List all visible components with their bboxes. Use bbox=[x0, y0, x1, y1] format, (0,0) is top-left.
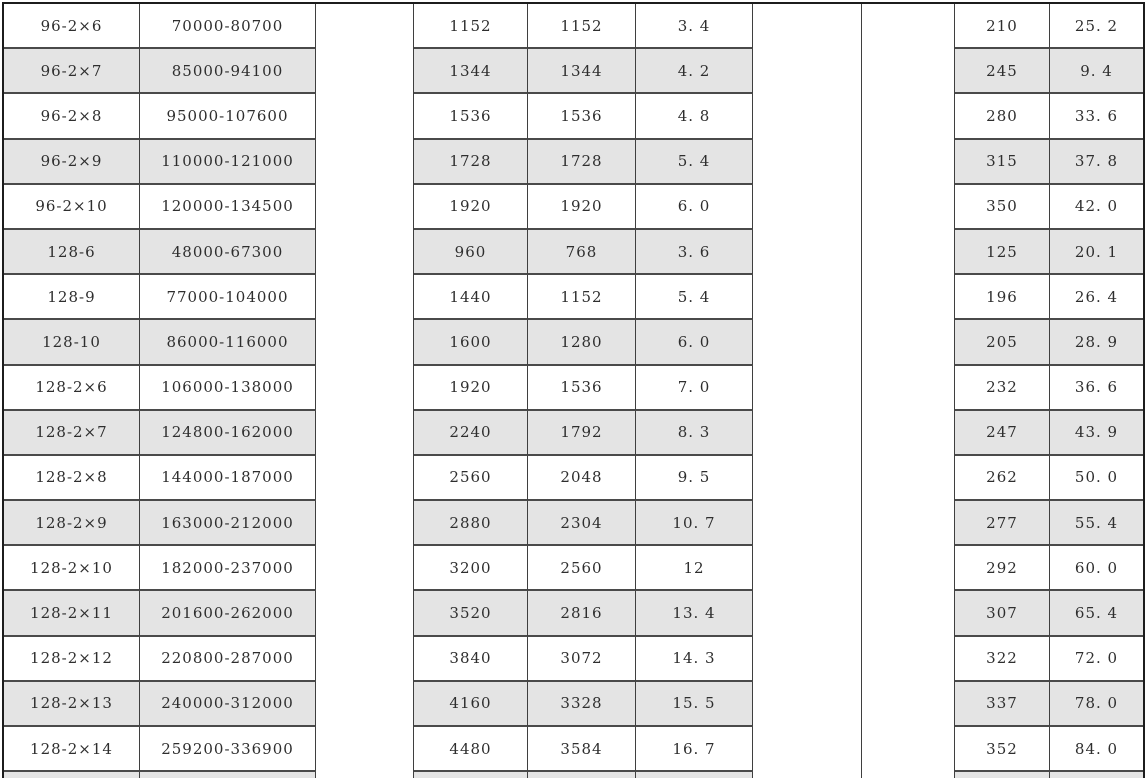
cell-value-b: 2560 bbox=[528, 546, 636, 591]
cell-empty bbox=[1050, 772, 1143, 778]
table-row bbox=[4, 230, 1143, 275]
cell-value-e: 78. 0 bbox=[1050, 682, 1143, 727]
cell-value-b: 1728 bbox=[528, 140, 636, 185]
cell-value-b: 3584 bbox=[528, 727, 636, 772]
cell-value-b: 1344 bbox=[528, 49, 636, 94]
cell-value-d: 307 bbox=[955, 591, 1050, 636]
cell-value-c: 6. 0 bbox=[636, 320, 753, 365]
cell-value-e: 84. 0 bbox=[1050, 727, 1143, 772]
cell-model: 96-2×9 bbox=[4, 140, 140, 185]
cell-empty bbox=[414, 772, 528, 778]
cell-model: 128-2×8 bbox=[4, 456, 140, 501]
cell-value-a: 1344 bbox=[414, 49, 528, 94]
cell-value-c: 9. 5 bbox=[636, 456, 753, 501]
cell-range: 86000-116000 bbox=[140, 320, 316, 365]
cell-value-c: 3. 6 bbox=[636, 230, 753, 275]
table-row bbox=[4, 94, 1143, 139]
spacer-column-1 bbox=[316, 4, 414, 778]
cell-value-c: 5. 4 bbox=[636, 140, 753, 185]
cell-model: 128-2×7 bbox=[4, 411, 140, 456]
cell-value-d: 350 bbox=[955, 185, 1050, 230]
cell-empty bbox=[636, 772, 753, 778]
table-row bbox=[4, 411, 1143, 456]
table-row bbox=[4, 320, 1143, 365]
cell-value-c: 12 bbox=[636, 546, 753, 591]
cell-range: 144000-187000 bbox=[140, 456, 316, 501]
cell-value-b: 768 bbox=[528, 230, 636, 275]
cell-range: 95000-107600 bbox=[140, 94, 316, 139]
cell-empty bbox=[528, 772, 636, 778]
cell-value-b: 1536 bbox=[528, 366, 636, 411]
cell-value-a: 1440 bbox=[414, 275, 528, 320]
cell-value-e: 9. 4 bbox=[1050, 49, 1143, 94]
cell-model: 128-2×10 bbox=[4, 546, 140, 591]
cell-value-d: 352 bbox=[955, 727, 1050, 772]
cell-range: 124800-162000 bbox=[140, 411, 316, 456]
cell-value-a: 4480 bbox=[414, 727, 528, 772]
cell-range: 163000-212000 bbox=[140, 501, 316, 546]
cell-value-e: 60. 0 bbox=[1050, 546, 1143, 591]
cell-value-d: 322 bbox=[955, 637, 1050, 682]
cell-value-e: 37. 8 bbox=[1050, 140, 1143, 185]
cell-value-d: 125 bbox=[955, 230, 1050, 275]
cell-value-d: 315 bbox=[955, 140, 1050, 185]
cell-value-a: 1728 bbox=[414, 140, 528, 185]
table-row bbox=[4, 275, 1143, 320]
cell-value-a: 1920 bbox=[414, 185, 528, 230]
cell-value-c: 7. 0 bbox=[636, 366, 753, 411]
cell-value-c: 3. 4 bbox=[636, 4, 753, 49]
cell-value-b: 1792 bbox=[528, 411, 636, 456]
table-row bbox=[4, 591, 1143, 636]
cell-model: 128-9 bbox=[4, 275, 140, 320]
spacer-column-3 bbox=[862, 4, 955, 778]
cell-range: 77000-104000 bbox=[140, 275, 316, 320]
cell-value-c: 10. 7 bbox=[636, 501, 753, 546]
table-row bbox=[4, 501, 1143, 546]
table-row bbox=[4, 546, 1143, 591]
cell-value-e: 36. 6 bbox=[1050, 366, 1143, 411]
cell-value-c: 13. 4 bbox=[636, 591, 753, 636]
cell-value-a: 1920 bbox=[414, 366, 528, 411]
cell-range: 240000-312000 bbox=[140, 682, 316, 727]
cell-value-a: 3200 bbox=[414, 546, 528, 591]
cell-range: 48000-67300 bbox=[140, 230, 316, 275]
spec-table bbox=[4, 4, 1143, 778]
cell-model: 96-2×7 bbox=[4, 49, 140, 94]
cell-model: 128-2×12 bbox=[4, 637, 140, 682]
table-row bbox=[4, 637, 1143, 682]
cell-model: 128-10 bbox=[4, 320, 140, 365]
cell-value-a: 3520 bbox=[414, 591, 528, 636]
table-outer-border bbox=[2, 2, 1145, 778]
cell-model: 96-2×10 bbox=[4, 185, 140, 230]
cell-value-a: 2880 bbox=[414, 501, 528, 546]
cell-value-c: 4. 2 bbox=[636, 49, 753, 94]
cell-value-b: 1920 bbox=[528, 185, 636, 230]
cell-value-c: 14. 3 bbox=[636, 637, 753, 682]
table-row bbox=[4, 682, 1143, 727]
table-row bbox=[4, 140, 1143, 185]
table-row bbox=[4, 4, 1143, 49]
cell-value-e: 65. 4 bbox=[1050, 591, 1143, 636]
cell-range: 259200-336900 bbox=[140, 727, 316, 772]
cell-range: 120000-134500 bbox=[140, 185, 316, 230]
cell-value-b: 2048 bbox=[528, 456, 636, 501]
cell-value-b: 1152 bbox=[528, 4, 636, 49]
cell-model: 128-2×6 bbox=[4, 366, 140, 411]
table-row bbox=[4, 456, 1143, 501]
cell-value-c: 16. 7 bbox=[636, 727, 753, 772]
cell-value-b: 2304 bbox=[528, 501, 636, 546]
cell-value-b: 2816 bbox=[528, 591, 636, 636]
cell-value-e: 72. 0 bbox=[1050, 637, 1143, 682]
cell-range: 85000-94100 bbox=[140, 49, 316, 94]
table-row bbox=[4, 49, 1143, 94]
cell-value-e: 26. 4 bbox=[1050, 275, 1143, 320]
spec-table-body bbox=[4, 4, 1143, 778]
cell-empty bbox=[955, 772, 1050, 778]
cell-value-e: 33. 6 bbox=[1050, 94, 1143, 139]
cell-value-a: 1152 bbox=[414, 4, 528, 49]
cell-range: 201600-262000 bbox=[140, 591, 316, 636]
cell-value-d: 196 bbox=[955, 275, 1050, 320]
table-row bbox=[4, 727, 1143, 772]
cell-value-e: 20. 1 bbox=[1050, 230, 1143, 275]
cell-range: 220800-287000 bbox=[140, 637, 316, 682]
cell-range: 110000-121000 bbox=[140, 140, 316, 185]
cell-value-c: 5. 4 bbox=[636, 275, 753, 320]
cell-range: 106000-138000 bbox=[140, 366, 316, 411]
cell-range: 70000-80700 bbox=[140, 4, 316, 49]
cell-value-d: 280 bbox=[955, 94, 1050, 139]
spacer-column-2 bbox=[753, 4, 862, 778]
cell-value-d: 245 bbox=[955, 49, 1050, 94]
cell-value-a: 960 bbox=[414, 230, 528, 275]
cell-model: 128-2×13 bbox=[4, 682, 140, 727]
cell-value-a: 2560 bbox=[414, 456, 528, 501]
cell-model: 128-2×9 bbox=[4, 501, 140, 546]
cell-value-d: 292 bbox=[955, 546, 1050, 591]
cell-value-b: 3072 bbox=[528, 637, 636, 682]
cell-value-b: 1152 bbox=[528, 275, 636, 320]
cell-value-b: 1280 bbox=[528, 320, 636, 365]
cell-value-c: 4. 8 bbox=[636, 94, 753, 139]
cell-value-a: 1600 bbox=[414, 320, 528, 365]
table-row bbox=[4, 366, 1143, 411]
cell-value-d: 247 bbox=[955, 411, 1050, 456]
cell-value-d: 232 bbox=[955, 366, 1050, 411]
cell-model: 128-2×11 bbox=[4, 591, 140, 636]
cell-value-e: 42. 0 bbox=[1050, 185, 1143, 230]
cell-model: 96-2×8 bbox=[4, 94, 140, 139]
cell-model: 128-2×14 bbox=[4, 727, 140, 772]
cell-value-c: 8. 3 bbox=[636, 411, 753, 456]
cell-value-d: 277 bbox=[955, 501, 1050, 546]
table-row bbox=[4, 185, 1143, 230]
cell-value-e: 50. 0 bbox=[1050, 456, 1143, 501]
cell-value-a: 1536 bbox=[414, 94, 528, 139]
cell-value-d: 205 bbox=[955, 320, 1050, 365]
cell-value-b: 1536 bbox=[528, 94, 636, 139]
cell-empty bbox=[140, 772, 316, 778]
cell-value-d: 337 bbox=[955, 682, 1050, 727]
cell-value-b: 3328 bbox=[528, 682, 636, 727]
cell-value-e: 25. 2 bbox=[1050, 4, 1143, 49]
cell-value-e: 55. 4 bbox=[1050, 501, 1143, 546]
cell-value-c: 15. 5 bbox=[636, 682, 753, 727]
table-row-clipped bbox=[4, 772, 1143, 778]
cell-value-e: 28. 9 bbox=[1050, 320, 1143, 365]
cell-model: 128-6 bbox=[4, 230, 140, 275]
cell-value-a: 3840 bbox=[414, 637, 528, 682]
cell-value-a: 2240 bbox=[414, 411, 528, 456]
cell-value-c: 6. 0 bbox=[636, 185, 753, 230]
cell-value-d: 210 bbox=[955, 4, 1050, 49]
cell-value-a: 4160 bbox=[414, 682, 528, 727]
cell-model: 96-2×6 bbox=[4, 4, 140, 49]
cell-empty bbox=[4, 772, 140, 778]
cell-range: 182000-237000 bbox=[140, 546, 316, 591]
cell-value-d: 262 bbox=[955, 456, 1050, 501]
cell-value-e: 43. 9 bbox=[1050, 411, 1143, 456]
